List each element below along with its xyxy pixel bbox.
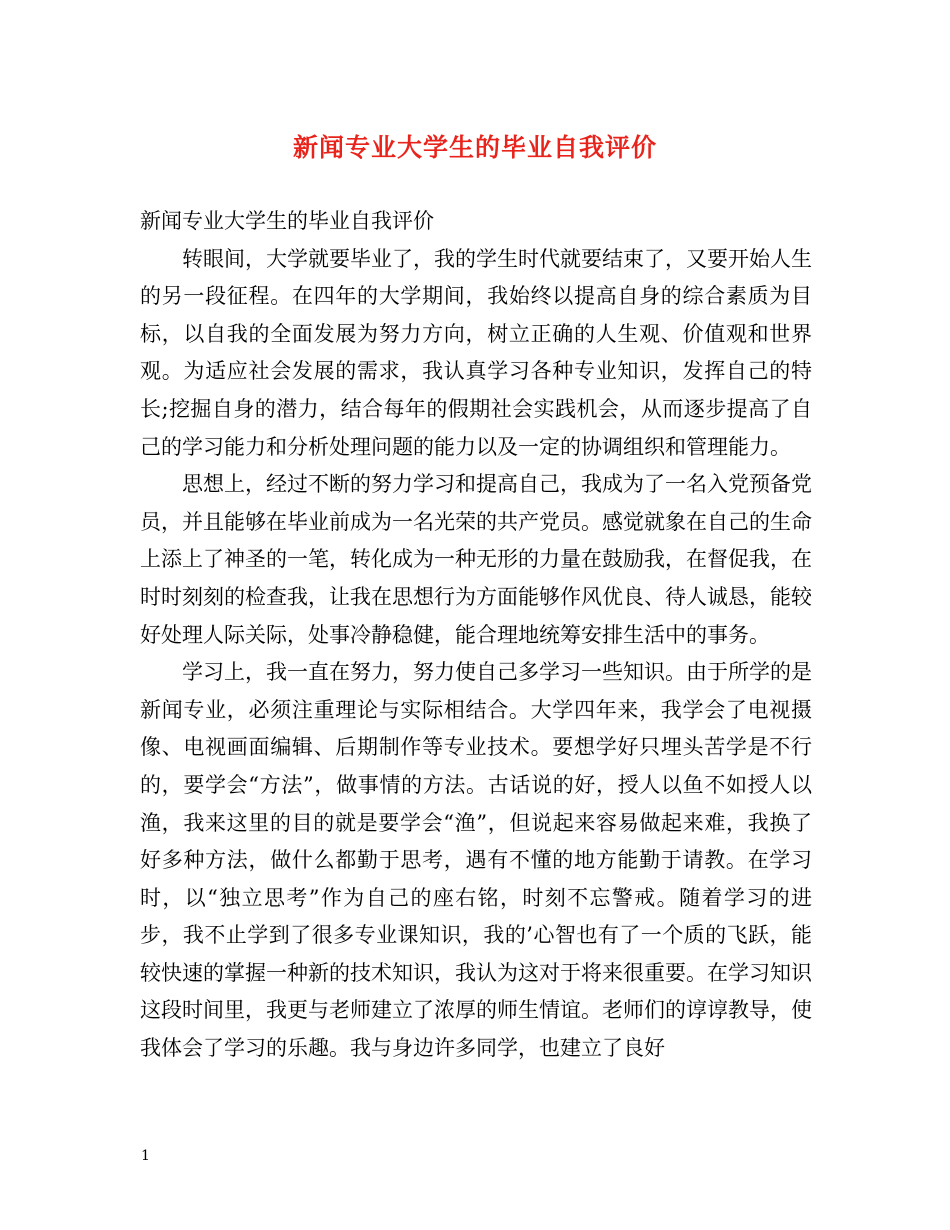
document-subtitle: 新闻专业大学生的毕业自我评价 xyxy=(140,209,434,233)
paragraph-study: 学习上，我一直在努力，努力使自己多学习一些知识。由于所学的是新闻专业，必须注重理论与实际相结合。大学四年来，我学会了电视摄像、电视画面编辑、后期制作等专业技术。要想学好只埋头苦学是不行的，要学会“方法”，做事情的方法。古话说的好，授人以鱼不如授人以渔，我来这里的目的就是要学会“渔”，但说起来容易做起来难，我换了好多种方法，做什么都勤于思考，遇有不懂的地方能勤于请教。在学习时，以“独立思考”作为自己的座右铭，时刻不忘警戒。随着学习的进步，我不止学到了很多专业课知识，我的’心智也有了一个质的飞跃，能较快速的掌握一种新的技术知识，我认为这对于将来很重要。在学习知识这段时间里，我更与老师建立了浓厚的师生情谊。老师们的谆谆教导，使我体会了学习的乐趣。我与身边许多同学，也建立了良好 xyxy=(140,660,812,1061)
document-title: 新闻专业大学生的毕业自我评价 xyxy=(292,133,657,162)
page-number: 1 xyxy=(141,1148,150,1164)
paragraph-ideology: 思想上，经过不断的努力学习和提高自己，我成为了一名入党预备党员，并且能够在毕业前成为一名光荣的共产党员。感觉就象在自己的生命上添上了神圣的一笔，转化成为一种无形的力量在鼓励我，在督促我，在时时刻刻的检查我，让我在思想行为方面能够作风优良、待人诚恳，能较好处理人际关际，处事冷静稳健，能合理地统筹安排生活中的事务。 xyxy=(140,472,812,647)
paragraph-intro: 转眼间，大学就要毕业了，我的学生时代就要结束了，又要开始人生的另一段征程。在四年的大学期间，我始终以提高自身的综合素质为目标，以自我的全面发展为努力方向，树立正确的人生观、价值观和世界观。为适应社会发展的需求，我认真学习各种专业知识，发挥自己的特长;挖掘自身的潜力，结合每年的假期社会实践机会，从而逐步提高了自己的学习能力和分析处理问题的能力以及一定的协调组织和管理能力。 xyxy=(140,246,812,459)
document-body xyxy=(140,203,812,1068)
